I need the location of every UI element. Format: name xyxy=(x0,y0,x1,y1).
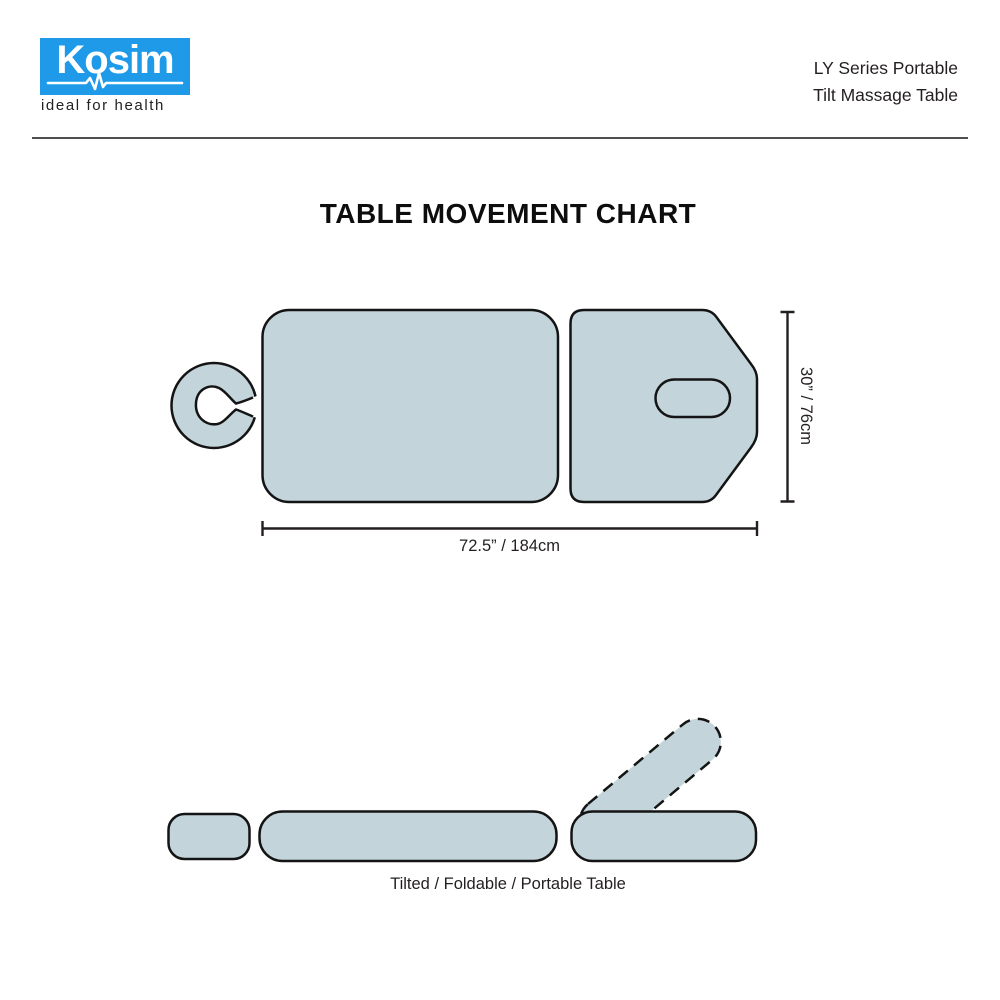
width-dimension-line xyxy=(781,312,795,502)
side-view-caption: Tilted / Foldable / Portable Table xyxy=(390,875,626,893)
chart-title: TABLE MOVEMENT CHART xyxy=(319,198,697,229)
tilt-section-side-view xyxy=(572,812,757,862)
product-title-line1: LY Series Portable xyxy=(813,58,958,78)
length-dimension-line xyxy=(263,521,758,536)
main-section-side-view xyxy=(260,812,557,862)
main-section-top-view xyxy=(263,310,559,502)
table-side-view xyxy=(169,709,757,861)
hand-slot xyxy=(656,380,731,418)
table-top-view xyxy=(172,310,758,502)
length-dimension-label: 72.5” / 184cm xyxy=(459,537,560,555)
product-title-line2: Tilt Massage Table xyxy=(813,85,958,105)
headrest-side-view xyxy=(169,814,250,859)
brand-name: Kosim xyxy=(56,38,174,82)
logo-tagline: ideal for health xyxy=(41,97,166,114)
width-dimension-label: 30” / 76cm xyxy=(797,367,815,445)
